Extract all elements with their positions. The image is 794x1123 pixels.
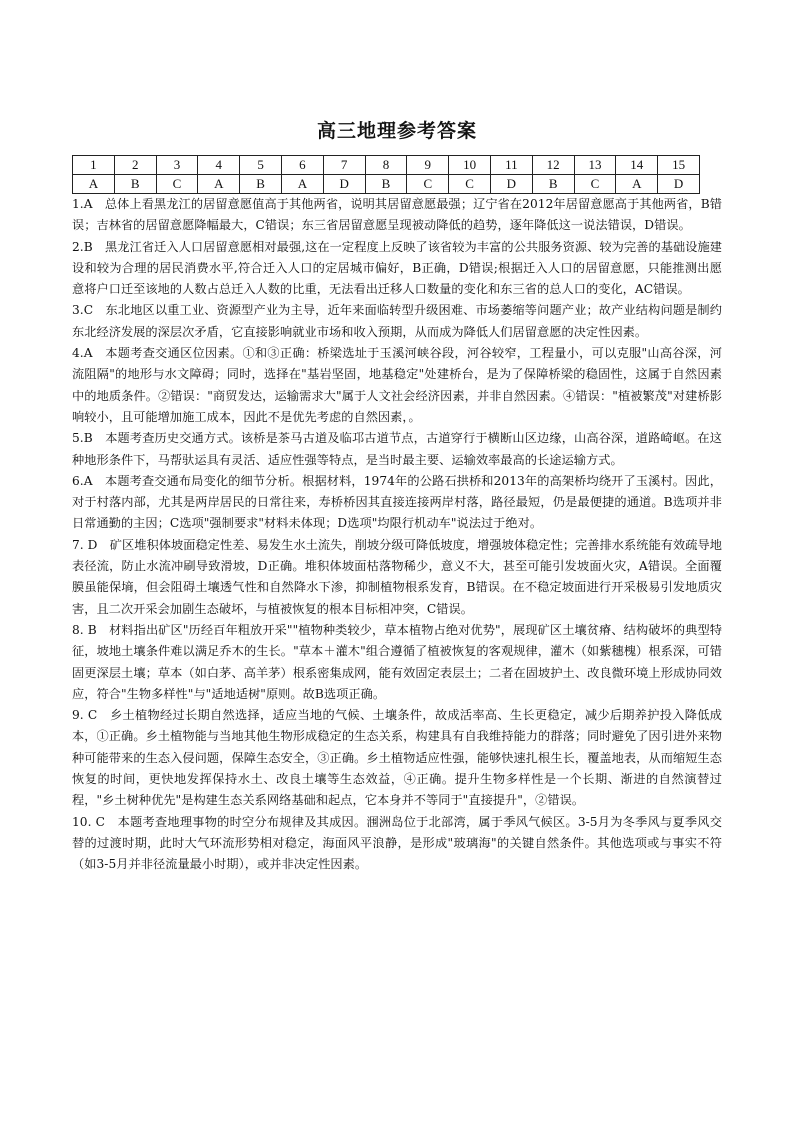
answer-letter-row bbox=[73, 175, 700, 194]
answer-letter-cell: A bbox=[198, 175, 240, 194]
explanation-paragraph bbox=[72, 343, 722, 428]
explanation-text: 矿区堆积体坡面稳定性差、易发生水土流失，削坡分级可降低坡度，增强坡体稳定性；完善排水系统能有效疏导地表径流，防止水流冲刷导致滑坡，D正确。堆积体坡面枯落物稀少，意义不大，甚至可能引发坡面火灾，A错误。全面覆膜虽能保墒，但会阻碍土壤透气性和自然降水下渗，抑制植物根系发育，B错误。在不稳定坡面进行开采极易引发地质灾害，且二次开采会加剧生态破坏，与植被恢复的根本目标相冲突，C错误。 bbox=[72, 537, 722, 616]
answer-letter-cell: A bbox=[616, 175, 658, 194]
question-number-cell: 13 bbox=[574, 156, 616, 175]
explanation-number: 7. D bbox=[72, 537, 98, 552]
explanation-text: 本题考查交通区位因素。①和③正确：桥梁选址于玉溪河峡谷段，河谷较窄，工程量小，可以克服"山高谷深，河流阻隔"的地形与水文障碍；同时，选择在"基岩坚固，地基稳定"处建桥台，是为了保障桥梁的稳固性，这属于自然因素中的地质条件。②错误："商贸发达，运输需求大"属于人文社会经济因素，并非自然因素。④错误："植被繁茂"对建桥影响较小，且可能增加施工成本，因此不是优先考虑的自然因素，。 bbox=[72, 346, 722, 424]
answer-letter-cell: B bbox=[240, 175, 282, 194]
answer-letter-cell: D bbox=[323, 175, 365, 194]
explanation-number: 2.B bbox=[72, 239, 93, 254]
explanation-paragraph bbox=[72, 428, 722, 471]
explanation-paragraph bbox=[72, 194, 722, 237]
answer-key-table bbox=[72, 155, 700, 194]
answer-letter-cell: B bbox=[114, 175, 156, 194]
answer-letter-cell: C bbox=[407, 175, 449, 194]
explanation-number: 5.B bbox=[72, 431, 93, 446]
explanation-text: 本题考查交通布局变化的细节分析。根据材料，1974年的公路石拱桥和2013年的高架桥均绕开了玉溪村。因此，对于村落内部，尤其是两岸居民的日常往来，寿桥桥因其直接连接两岸村落，路径最短，仍是最便捷的通道。B选项并非日常通勤的主因；C选项"强制要求"材料未体现；D选项"均限行机动车"说法过于绝对。 bbox=[72, 473, 722, 531]
explanation-paragraph bbox=[72, 812, 722, 876]
explanation-text: 材料指出矿区"历经百年粗放开采""植物种类较少，草本植物占绝对优势"，展现矿区土壤贫瘠、结构破坏的典型特征，坡地土壤条件难以满足乔木的生长。"草本＋灌木"组合遵循了植被恢复的客观规律，灌木（如紫穗槐）根系深，可错固更深层土壤；草本（如白茅、高羊茅）根系密集成网，能有效固定表层土；二者在固坡护土、改良微环境上形成协同效应，符合"生物多样性"与"适地适树"原则。故B选项正确。 bbox=[72, 622, 722, 701]
question-number-cell: 8 bbox=[365, 156, 407, 175]
explanation-text: 总体上看黑龙江的居留意愿值高于其他两省，说明其居留意愿最强；辽宁省在2012年居留意愿高于其他两省，B错误；吉林省的居留意愿降幅最大，C错误；东三省居留意愿呈现被动降低的趋势，逐年降低这一说法错误，D错误。 bbox=[72, 197, 722, 233]
question-number-cell: 12 bbox=[532, 156, 574, 175]
answer-letter-cell: C bbox=[574, 175, 616, 194]
answer-letter-cell: D bbox=[490, 175, 532, 194]
explanations-section bbox=[72, 194, 722, 876]
explanation-text: 本题考查历史交通方式。该桥是茶马古道及临邛古道节点，古道穿行于横断山区边缘，山高谷深，道路崎岖。在这种地形条件下，马帮驮运具有灵活、适应性强等特点，是当时最主要、运输效率最高的长途运输方式。 bbox=[72, 431, 723, 467]
explanation-paragraph bbox=[72, 620, 722, 705]
explanation-paragraph bbox=[72, 471, 722, 535]
explanation-text: 乡土植物经过长期自然选择，适应当地的气候、土壤条件，故成活率高、生长更稳定，减少后期养护投入降低成本，①正确。乡土植物能与当地其他生物形成稳定的生态关系，构建具有自我维持能力的群落；同时避免了因引进外来物种可能带来的生态入侵问题，保障生态安全，③正确。乡土植物适应性强，能够快速扎根生长，覆盖地表，从而缩短生态恢复的时间，更快地发挥保持水土、改良土壤等生态效益，④正确。提升生物多样性是一个长期、渐进的自然演替过程，"乡土树种优先"是构建生态关系网络基础和起点，它本身并不等同于"直接提升"，②错误。 bbox=[72, 708, 723, 808]
question-number-cell: 15 bbox=[658, 156, 700, 175]
question-number-row bbox=[73, 156, 700, 175]
question-number-cell: 5 bbox=[240, 156, 282, 175]
question-number-cell: 3 bbox=[156, 156, 198, 175]
answer-letter-cell: B bbox=[365, 175, 407, 194]
question-number-cell: 14 bbox=[616, 156, 658, 175]
question-number-cell: 11 bbox=[490, 156, 532, 175]
explanation-paragraph bbox=[72, 535, 722, 620]
question-number-cell: 7 bbox=[323, 156, 365, 175]
explanation-paragraph bbox=[72, 705, 722, 811]
answer-letter-cell: A bbox=[281, 175, 323, 194]
answer-letter-cell: D bbox=[658, 175, 700, 194]
explanation-number: 4.A bbox=[72, 346, 93, 361]
question-number-cell: 2 bbox=[114, 156, 156, 175]
explanation-number: 9. C bbox=[72, 708, 98, 723]
answer-letter-cell: A bbox=[73, 175, 115, 194]
explanation-text: 东北地区以重工业、资源型产业为主导，近年来面临转型升级困难、市场萎缩等问题产业；故产业结构问题是制约东北经济发展的深层次矛盾，它直接影响就业市场和收入预期，从而成为降低人们居留意愿的决定性因素。 bbox=[72, 303, 722, 339]
explanation-paragraph bbox=[72, 300, 722, 343]
question-number-cell: 10 bbox=[449, 156, 491, 175]
explanation-number: 6.A bbox=[72, 473, 93, 488]
explanation-number: 3.C bbox=[72, 303, 94, 318]
explanation-paragraph bbox=[72, 237, 722, 301]
question-number-cell: 1 bbox=[73, 156, 115, 175]
question-number-cell: 4 bbox=[198, 156, 240, 175]
question-number-cell: 6 bbox=[281, 156, 323, 175]
explanation-text: 本题考查地理事物的时空分布规律及其成因。涠洲岛位于北部湾，属于季风气候区。3-5月为冬季风与夏季风交替的过渡时期，此时大气环流形势相对稳定，海面风平浪静，是形成"玻璃海"的关键自然条件。其他选项或与事实不符（如3-5月并非径流量最小时期），或并非决定性因素。 bbox=[72, 814, 722, 872]
page-title: 高三地理参考答案 bbox=[316, 120, 477, 142]
explanation-number: 8. B bbox=[72, 622, 97, 637]
explanation-number: 1.A bbox=[72, 197, 93, 211]
explanation-text: 黑龙江省迁入人口居留意愿相对最强,这在一定程度上反映了该省较为丰富的公共服务资源、较为完善的基础设施建设和较为合理的居民消费水平,符合迁入人口的定居城市偏好，B正确，D错误;根据迁入人口的居留意愿，只能推测出愿意将户口迁至该地的人数占总迁入人数的比重，无法看出迁移人口数量的变化和东三省的总人口的变化，AC错误。 bbox=[72, 239, 722, 297]
question-number-cell: 9 bbox=[407, 156, 449, 175]
answer-letter-cell: B bbox=[532, 175, 574, 194]
answer-letter-cell: C bbox=[156, 175, 198, 194]
answer-sheet-page bbox=[72, 112, 722, 876]
explanation-number: 10. C bbox=[72, 814, 106, 829]
answer-letter-cell: C bbox=[449, 175, 491, 194]
